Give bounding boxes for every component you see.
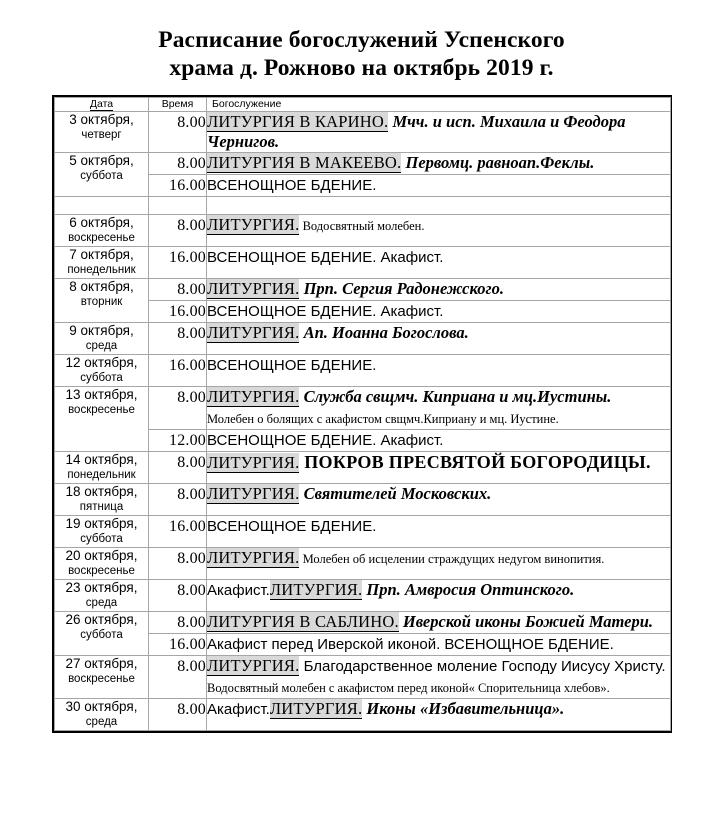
service-text [207, 175, 670, 196]
table-header-row [55, 98, 671, 112]
date-weekday: вторник [80, 296, 123, 308]
cell-time: 8.00 [149, 387, 207, 430]
date-day: 23 октября, [65, 580, 138, 595]
table-row [55, 112, 671, 153]
schedule-table-container [52, 95, 672, 733]
date-day: 5 октября, [69, 153, 134, 168]
cell-time: 8.00 [149, 215, 207, 247]
service-run: Молебен о болящих с акафистом свщмч.Киприану и мц. Иустине. [207, 412, 559, 426]
service-run: Акафист. [207, 701, 270, 718]
date-day: 13 октября, [65, 387, 138, 402]
cell-service [207, 175, 671, 197]
cell-time: 8.00 [149, 580, 207, 612]
service-run: ВСЕНОЩНОЕ БДЕНИЕ. [207, 177, 377, 194]
liturgy-highlight: ЛИТУРГИЯ. [207, 279, 300, 298]
cell-time: 16.00 [149, 516, 207, 548]
cell-date [55, 452, 149, 484]
service-text [207, 430, 670, 451]
liturgy-highlight: ЛИТУРГИЯ В САБЛИНО. [207, 612, 399, 631]
service-run: Акафист. [207, 582, 270, 599]
cell-date [55, 387, 149, 452]
cell-date [55, 153, 149, 197]
date-weekday: суббота [80, 170, 123, 182]
date-day: 3 октября, [69, 112, 134, 127]
cell-service [207, 153, 671, 175]
liturgy-highlight: ЛИТУРГИЯ. [207, 656, 300, 675]
cell-service [207, 112, 671, 153]
date-day: 18 октября, [65, 484, 138, 499]
cell-date [55, 247, 149, 279]
cell-time: 8.00 [149, 279, 207, 301]
cell-time: 16.00 [149, 301, 207, 323]
date-weekday: воскресенье [68, 565, 135, 577]
service-run: Ап. Иоанна Богослова. [299, 323, 469, 342]
service-text [207, 153, 670, 173]
service-run: Святителей Московских. [299, 484, 492, 503]
service-text [207, 484, 670, 504]
service-text [207, 355, 670, 376]
cell-service [207, 247, 671, 279]
date-weekday: четверг [81, 129, 122, 141]
cell-time: 16.00 [149, 355, 207, 387]
date-weekday: воскресенье [68, 404, 135, 416]
table-row [55, 548, 671, 580]
column-header-date: Дата [55, 98, 149, 112]
table-row [55, 247, 671, 279]
table-row [55, 656, 671, 699]
spacer-row [55, 197, 671, 215]
liturgy-highlight: ЛИТУРГИЯ. [207, 323, 300, 342]
service-text [207, 387, 670, 429]
cell-service [207, 355, 671, 387]
service-run: Прп. Амвросия Оптинского. [362, 580, 575, 599]
date-day: 20 октября, [65, 548, 138, 563]
service-text [207, 452, 670, 473]
service-run: ВСЕНОЩНОЕ БДЕНИЕ. Акафист. [207, 303, 444, 320]
service-text [207, 634, 670, 655]
service-run: ВСЕНОЩНОЕ БДЕНИЕ. Акафист. [207, 432, 444, 449]
cell-date [55, 580, 149, 612]
cell-date [55, 516, 149, 548]
cell-service [207, 323, 671, 355]
cell-service [207, 279, 671, 301]
table-row [55, 323, 671, 355]
date-weekday: среда [85, 597, 118, 609]
table-row [55, 612, 671, 634]
date-weekday: суббота [80, 533, 123, 545]
cell-service [207, 580, 671, 612]
liturgy-highlight: ЛИТУРГИЯ. [207, 548, 300, 567]
date-day: 12 октября, [65, 355, 138, 370]
date-weekday: суббота [80, 629, 123, 641]
service-text [207, 699, 670, 720]
date-weekday: пятница [79, 501, 124, 513]
service-run: Первомц. равноап.Феклы. [401, 153, 595, 172]
cell-time: 16.00 [149, 634, 207, 656]
column-header-time: Время [149, 98, 207, 112]
date-weekday: воскресенье [68, 232, 135, 244]
cell-date [55, 484, 149, 516]
cell-date [55, 699, 149, 731]
cell-time: 8.00 [149, 112, 207, 153]
cell-service [207, 516, 671, 548]
service-run: ВСЕНОЩНОЕ БДЕНИЕ. [207, 357, 377, 374]
service-run: Благодарственное моление Господу Иисусу Христу. [299, 658, 666, 675]
service-text [207, 301, 670, 322]
date-weekday: понедельник [67, 264, 136, 276]
service-run: Мчч. и исп. Михаила и Феодора Чернигов. [207, 112, 626, 151]
cell-date [55, 656, 149, 699]
cell-time: 16.00 [149, 175, 207, 197]
date-day: 6 октября, [69, 215, 134, 230]
liturgy-highlight: ЛИТУРГИЯ. [207, 453, 300, 472]
service-run: Иверской иконы Божией Матери. [398, 612, 654, 631]
cell-date [55, 323, 149, 355]
service-text [207, 656, 670, 698]
page-title-line-2: храма д. Рожново на октябрь 2019 г. [169, 55, 554, 81]
cell-date [55, 215, 149, 247]
cell-service [207, 612, 671, 634]
service-text [207, 112, 670, 152]
liturgy-highlight: ЛИТУРГИЯ В КАРИНО. [207, 112, 389, 131]
page-title [0, 26, 723, 82]
cell-service [207, 699, 671, 731]
table-row [55, 452, 671, 484]
cell-service [207, 301, 671, 323]
date-day: 19 октября, [65, 516, 138, 531]
liturgy-highlight: ЛИТУРГИЯ. [207, 387, 300, 406]
cell-time: 8.00 [149, 153, 207, 175]
service-run: Водосвятный молебен. [299, 219, 425, 233]
service-run: Служба свщмч. Киприана и мц.Иустины. [299, 387, 612, 406]
liturgy-highlight: ЛИТУРГИЯ. [269, 580, 363, 599]
cell-time: 12.00 [149, 430, 207, 452]
liturgy-highlight: ЛИТУРГИЯ. [269, 699, 363, 718]
cell-time: 8.00 [149, 323, 207, 355]
date-weekday: понедельник [67, 469, 136, 481]
service-run: Прп. Сергия Радонежского. [299, 279, 504, 298]
date-weekday: среда [85, 716, 118, 728]
service-text [207, 516, 670, 537]
service-run: ВСЕНОЩНОЕ БДЕНИЕ. [207, 518, 377, 535]
page-title-line-1: Расписание богослужений Успенского [158, 27, 565, 53]
table-row [55, 215, 671, 247]
service-run: Акафист перед Иверской иконой. ВСЕНОЩНОЕ БДЕНИЕ. [207, 636, 614, 653]
cell-service [207, 215, 671, 247]
cell-service [207, 484, 671, 516]
spacer-cell [55, 197, 149, 215]
cell-time: 8.00 [149, 699, 207, 731]
date-day: 30 октября, [65, 699, 138, 714]
table-row [55, 516, 671, 548]
schedule-table [54, 97, 671, 731]
table-row [55, 387, 671, 430]
service-text [207, 247, 670, 268]
cell-service [207, 452, 671, 484]
service-text [207, 548, 670, 569]
liturgy-highlight: ЛИТУРГИЯ. [207, 484, 300, 503]
table-row [55, 484, 671, 516]
cell-time: 8.00 [149, 612, 207, 634]
service-text [207, 580, 670, 601]
date-weekday: суббота [80, 372, 123, 384]
date-day: 14 октября, [65, 452, 138, 467]
cell-time: 8.00 [149, 484, 207, 516]
date-day: 9 октября, [69, 323, 134, 338]
spacer-cell [207, 197, 671, 215]
cell-service [207, 548, 671, 580]
table-row [55, 699, 671, 731]
date-weekday: воскресенье [68, 673, 135, 685]
column-header-service: Богослужение [207, 98, 671, 112]
cell-time: 8.00 [149, 656, 207, 699]
service-run: ПОКРОВ ПРЕСВЯТОЙ БОГОРОДИЦЫ. [299, 452, 651, 472]
service-text [207, 215, 670, 236]
cell-service [207, 634, 671, 656]
cell-time: 8.00 [149, 548, 207, 580]
table-row [55, 355, 671, 387]
cell-date [55, 279, 149, 323]
table-row [55, 580, 671, 612]
cell-service [207, 387, 671, 430]
liturgy-highlight: ЛИТУРГИЯ В МАКЕЕВО. [207, 153, 402, 172]
table-row [55, 279, 671, 301]
table-row [55, 153, 671, 175]
service-run: ВСЕНОЩНОЕ БДЕНИЕ. Акафист. [207, 249, 444, 266]
date-weekday: среда [85, 340, 118, 352]
date-day: 8 октября, [69, 279, 134, 294]
service-run: Водосвятный молебен с акафистом перед иконой« Спорительница хлебов». [207, 681, 610, 695]
service-text [207, 279, 670, 299]
service-run: Молебен об исцелении страждущих недугом винопития. [299, 552, 605, 566]
cell-date [55, 548, 149, 580]
cell-time: 16.00 [149, 247, 207, 279]
service-text [207, 323, 670, 343]
date-day: 7 октября, [69, 247, 134, 262]
liturgy-highlight: ЛИТУРГИЯ. [207, 215, 300, 234]
cell-date [55, 612, 149, 656]
service-run: Иконы «Избавительница». [362, 699, 565, 718]
date-day: 27 октября, [65, 656, 138, 671]
cell-date [55, 112, 149, 153]
cell-time: 8.00 [149, 452, 207, 484]
cell-service [207, 656, 671, 699]
service-text [207, 612, 670, 632]
cell-service [207, 430, 671, 452]
cell-date [55, 355, 149, 387]
spacer-cell [149, 197, 207, 215]
date-day: 26 октября, [65, 612, 138, 627]
